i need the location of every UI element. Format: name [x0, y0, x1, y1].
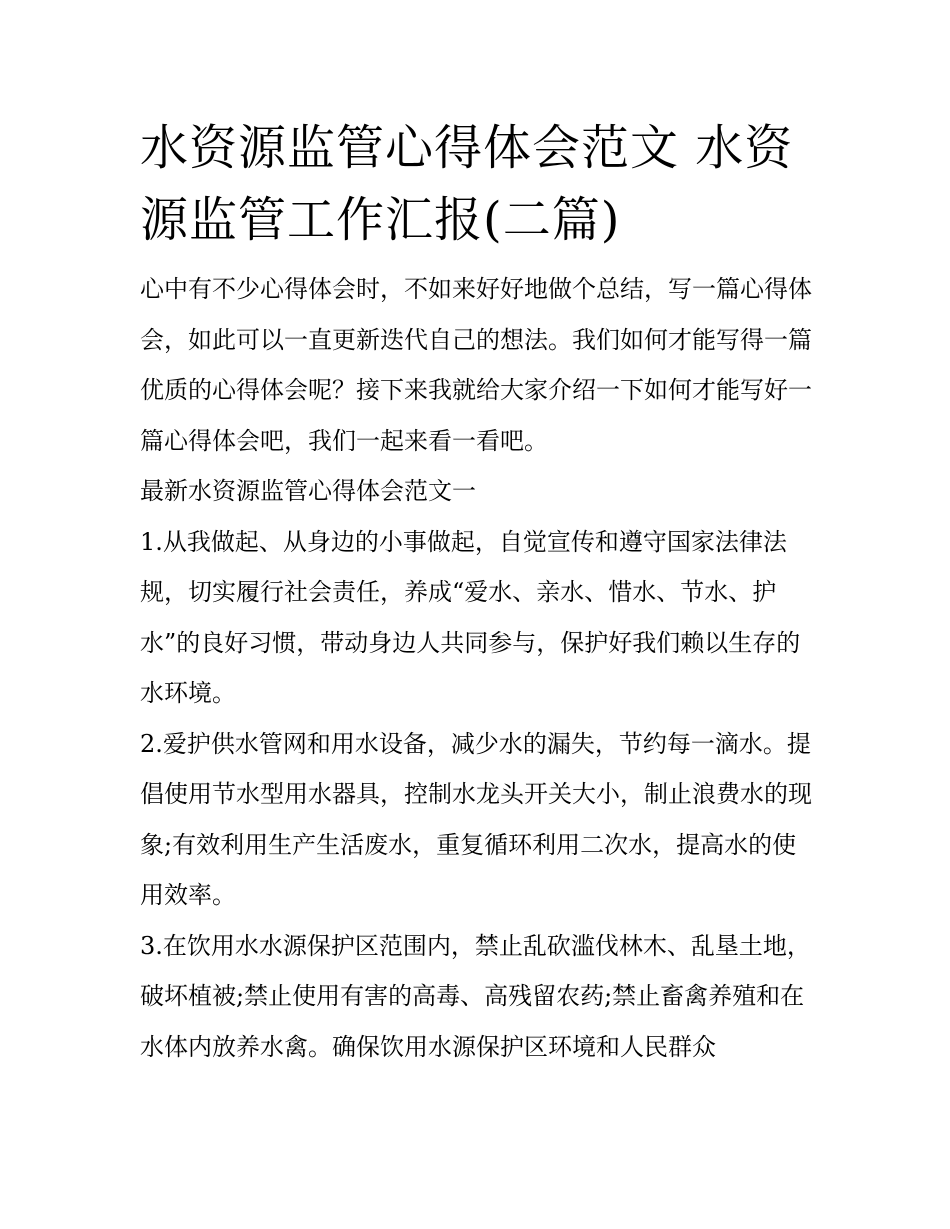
section-heading: 最新水资源监管心得体会范文一 [140, 477, 476, 505]
list-item: 3.在饮用水水源保护区范围内，禁止乱砍滥伐林木、乱垦土地，破坏植被;禁止使用有害的高毒、高残留农药;禁止畜禽养殖和在水体内放养水禽。确保饮用水源保护区环境和人民群众 [140, 931, 811, 1061]
list-item: 1.从我做起、从身边的小事做起，自觉宣传和遵守国家法律法规，切实履行社会责任，养成“爱水、亲水、惜水、节水、护水”的良好习惯，带动身边人共同参与，保护好我们赖以生存的水环境。 [140, 527, 801, 707]
list-item: 2.爱护供水管网和用水设备，减少水的漏失，节约每一滴水。提倡使用节水型用水器具，控制水龙头开关大小，制止浪费水的现象;有效利用生产生活废水，重复循环利用二次水，提高水的使用效率。 [140, 729, 812, 909]
intro-paragraph: 心中有不少心得体会时，不如来好好地做个总结，写一篇心得体会，如此可以一直更新迭代自己的想法。我们如何才能写得一篇优质的心得体会呢？接下来我就给大家介绍一下如何才能写好一篇心得体会吧，我们一起来看一看吧。 [140, 275, 812, 455]
document-title: 水资源监管心得体会范文 水资源监管工作汇报(二篇) [140, 120, 794, 248]
document-body [140, 112, 820, 1072]
